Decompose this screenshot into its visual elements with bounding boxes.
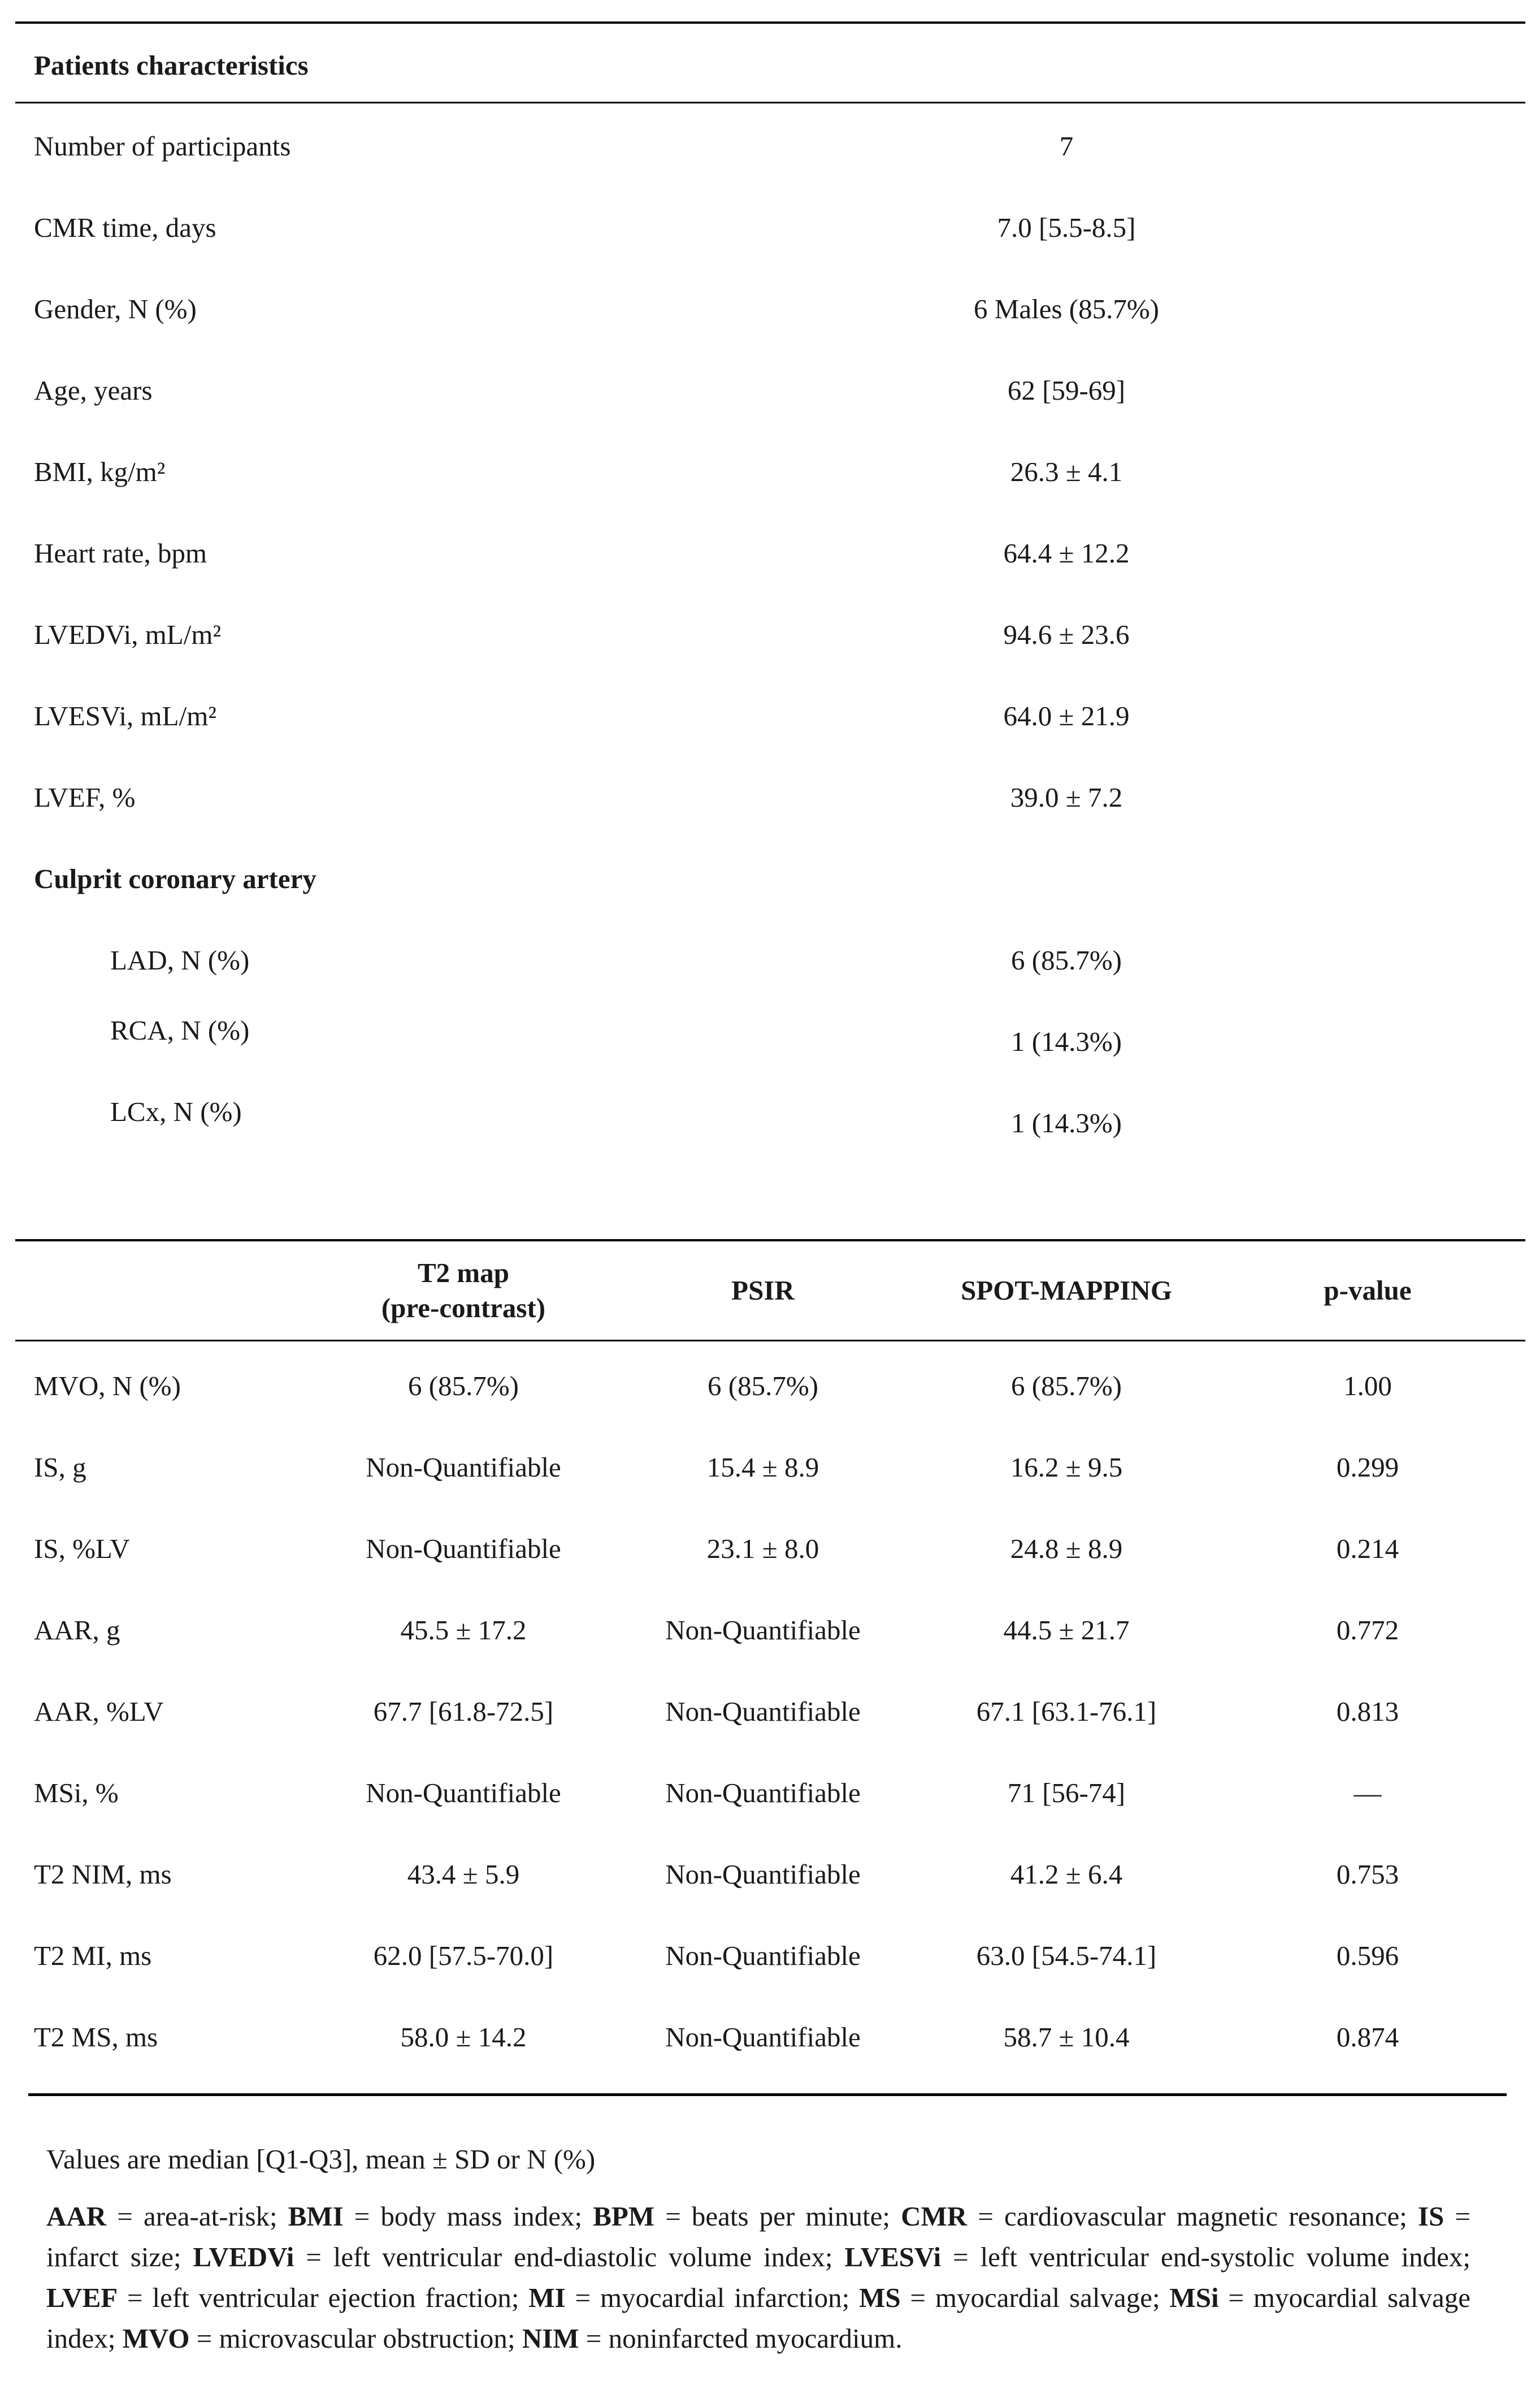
comparison-bottom-rule bbox=[28, 2093, 1507, 2096]
abbreviation-term: LVESVi bbox=[844, 2241, 942, 2272]
cell-psir: Non-Quantifiable bbox=[665, 1859, 861, 1890]
abbreviation-definition: left ventricular end-diastolic volume index bbox=[333, 2241, 825, 2272]
cell-spot: 41.2 ± 6.4 bbox=[1010, 1859, 1123, 1890]
patient-row-value: 39.0 ± 7.2 bbox=[1010, 782, 1123, 813]
abbreviation-definition: beats per minute bbox=[691, 2201, 883, 2232]
abbreviation-term: BMI bbox=[288, 2201, 344, 2232]
patient-row-label: Age, years bbox=[34, 375, 153, 406]
abbreviation-term: MSi bbox=[1169, 2282, 1219, 2313]
abbreviation-term: BPM bbox=[593, 2201, 655, 2232]
cell-psir: 15.4 ± 8.9 bbox=[706, 1452, 819, 1483]
culprit-title: Culprit coronary artery bbox=[34, 863, 316, 894]
culprit-row-value: 1 (14.3%) bbox=[1011, 1107, 1122, 1138]
patient-row-label: BMI, kg/m² bbox=[34, 456, 166, 487]
abbreviation-term: LVEDVi bbox=[193, 2241, 294, 2272]
cell-psir: Non-Quantifiable bbox=[665, 1940, 861, 1971]
cell-t2: 43.4 ± 5.9 bbox=[407, 1859, 520, 1890]
patient-row-label: Number of participants bbox=[34, 131, 291, 162]
values-note: Values are median [Q1-Q3], mean ± SD or N (%) bbox=[46, 2144, 596, 2175]
patient-row-label: LVESVi, mL/m² bbox=[34, 700, 217, 731]
cell-t2: Non-Quantifiable bbox=[366, 1777, 561, 1808]
patient-row-label: LVEDVi, mL/m² bbox=[34, 619, 222, 650]
top-rule bbox=[15, 21, 1525, 24]
abbreviation-definition: body mass index bbox=[380, 2201, 575, 2232]
patient-row-value: 7 bbox=[1059, 131, 1074, 162]
cell-p: 0.596 bbox=[1336, 1940, 1399, 1971]
abbreviation-term: MS bbox=[859, 2282, 901, 2313]
abbreviation-definition: left ventricular end-systolic volume index bbox=[980, 2241, 1463, 2272]
patient-row-label: Heart rate, bpm bbox=[34, 538, 207, 569]
abbreviation-definition: noninfarcted myocardium bbox=[608, 2323, 896, 2354]
cell-psir: Non-Quantifiable bbox=[665, 1614, 861, 1646]
patients-title: Patients characteristics bbox=[34, 50, 309, 81]
header-t2-line2: (pre-contrast) bbox=[381, 1292, 546, 1323]
cell-t2: Non-Quantifiable bbox=[366, 1533, 561, 1564]
patient-row-value: 7.0 [5.5-8.5] bbox=[997, 212, 1136, 243]
abbreviation-term: MVO bbox=[122, 2323, 190, 2354]
abbreviation-definition: myocardial salvage index bbox=[46, 2282, 1471, 2354]
patient-row-value: 6 Males (85.7%) bbox=[974, 293, 1159, 324]
cell-psir: Non-Quantifiable bbox=[665, 1777, 861, 1808]
cell-spot: 24.8 ± 8.9 bbox=[1010, 1533, 1123, 1564]
patient-row-value: 62 [59-69] bbox=[1007, 375, 1126, 406]
cell-spot: 67.1 [63.1-76.1] bbox=[976, 1696, 1157, 1727]
cell-psir: 6 (85.7%) bbox=[708, 1370, 818, 1401]
abbreviation-term: MI bbox=[528, 2282, 566, 2313]
cell-t2: 62.0 [57.5-70.0] bbox=[373, 1940, 554, 1971]
cell-psir: Non-Quantifiable bbox=[665, 2021, 861, 2053]
culprit-row-label: RCA, N (%) bbox=[110, 1015, 250, 1046]
cell-p: 0.772 bbox=[1336, 1614, 1399, 1646]
cell-t2: Non-Quantifiable bbox=[366, 1452, 561, 1483]
row-label: AAR, %LV bbox=[34, 1696, 164, 1727]
cell-t2: 67.7 [61.8-72.5] bbox=[373, 1696, 554, 1727]
patient-row-value: 94.6 ± 23.6 bbox=[1003, 619, 1130, 650]
patient-row-value: 64.4 ± 12.2 bbox=[1003, 538, 1130, 569]
header-p-value: p-value bbox=[1324, 1275, 1412, 1306]
cell-psir: Non-Quantifiable bbox=[665, 1696, 861, 1727]
cell-p: 0.753 bbox=[1336, 1859, 1399, 1890]
cell-p: 0.813 bbox=[1336, 1696, 1399, 1727]
row-label: IS, g bbox=[34, 1452, 86, 1483]
abbreviation-definition: left ventricular ejection fraction bbox=[152, 2282, 511, 2313]
row-label: T2 MI, ms bbox=[34, 1940, 152, 1971]
patient-row-label: LVEF, % bbox=[34, 782, 136, 813]
patient-row-value: 64.0 ± 21.9 bbox=[1003, 700, 1130, 731]
header-psir: PSIR bbox=[731, 1275, 795, 1306]
patient-row-value: 26.3 ± 4.1 bbox=[1010, 456, 1123, 487]
cell-t2: 45.5 ± 17.2 bbox=[400, 1614, 527, 1646]
abbreviation-definition: myocardial salvage bbox=[935, 2282, 1153, 2313]
abbreviation-definition: microvascular obstruction bbox=[219, 2323, 507, 2354]
abbreviation-definition: area-at-risk bbox=[143, 2201, 270, 2232]
row-label: MSi, % bbox=[34, 1777, 119, 1808]
cell-spot: 71 [56-74] bbox=[1007, 1777, 1126, 1808]
cell-p: 0.214 bbox=[1336, 1533, 1399, 1564]
title-rule bbox=[15, 102, 1525, 103]
cell-spot: 63.0 [54.5-74.1] bbox=[976, 1940, 1157, 1971]
row-label: T2 NIM, ms bbox=[34, 1859, 172, 1890]
cell-t2: 58.0 ± 14.2 bbox=[400, 2021, 527, 2053]
comparison-top-rule bbox=[15, 1239, 1525, 1241]
abbreviation-term: CMR bbox=[901, 2201, 968, 2232]
abbreviation-definition: cardiovascular magnetic resonance bbox=[1004, 2201, 1400, 2232]
header-spot-mapping: SPOT-MAPPING bbox=[961, 1275, 1172, 1306]
culprit-row-label: LAD, N (%) bbox=[110, 945, 250, 976]
patient-row-label: Gender, N (%) bbox=[34, 293, 197, 324]
header-t2-map bbox=[381, 1256, 545, 1326]
row-label: IS, %LV bbox=[34, 1533, 130, 1564]
cell-p: 0.874 bbox=[1336, 2021, 1399, 2053]
cell-t2: 6 (85.7%) bbox=[408, 1370, 519, 1401]
culprit-row-value: 1 (14.3%) bbox=[1011, 1026, 1122, 1057]
patient-row-label: CMR time, days bbox=[34, 212, 216, 243]
cell-spot: 44.5 ± 21.7 bbox=[1003, 1614, 1130, 1646]
cell-psir: 23.1 ± 8.0 bbox=[706, 1533, 819, 1564]
cell-p: — bbox=[1354, 1777, 1382, 1808]
abbreviations-footnote: AAR = area-at-risk; BMI = body mass index; BPM = beats per minute; CMR = cardiovascular magnetic resonance; IS = infarct size; LVEDVi = left ventricular end-diastolic volume index; LVESVi = left ventricular end-systolic volume index; LVEF = left ventricular ejection fraction; MI = myocardial infarction; MS = myocardial salvage; MSi = myocardial salvage index; MVO = microvascular obstruction; NIM = noninfarcted myocardium. bbox=[46, 2201, 1471, 2354]
cell-p: 1.00 bbox=[1343, 1370, 1392, 1401]
abbreviation-definition: myocardial infarction bbox=[600, 2282, 842, 2313]
abbreviation-definition: infarct size bbox=[46, 2241, 173, 2272]
row-label: MVO, N (%) bbox=[34, 1370, 181, 1401]
culprit-row-label: LCx, N (%) bbox=[110, 1096, 242, 1127]
abbreviation-term: IS bbox=[1417, 2201, 1444, 2232]
row-label: T2 MS, ms bbox=[34, 2021, 158, 2053]
cell-p: 0.299 bbox=[1336, 1452, 1399, 1483]
cell-spot: 58.7 ± 10.4 bbox=[1003, 2021, 1130, 2053]
cell-spot: 16.2 ± 9.5 bbox=[1010, 1452, 1123, 1483]
header-t2-line1: T2 map bbox=[417, 1257, 509, 1288]
abbreviation-term: AAR bbox=[46, 2201, 107, 2232]
cell-spot: 6 (85.7%) bbox=[1011, 1370, 1122, 1401]
row-label: AAR, g bbox=[34, 1614, 120, 1646]
abbreviation-term: NIM bbox=[522, 2323, 579, 2354]
comparison-header-rule bbox=[15, 1340, 1525, 1341]
abbreviation-term: LVEF bbox=[46, 2282, 118, 2313]
culprit-row-value: 6 (85.7%) bbox=[1011, 945, 1122, 976]
